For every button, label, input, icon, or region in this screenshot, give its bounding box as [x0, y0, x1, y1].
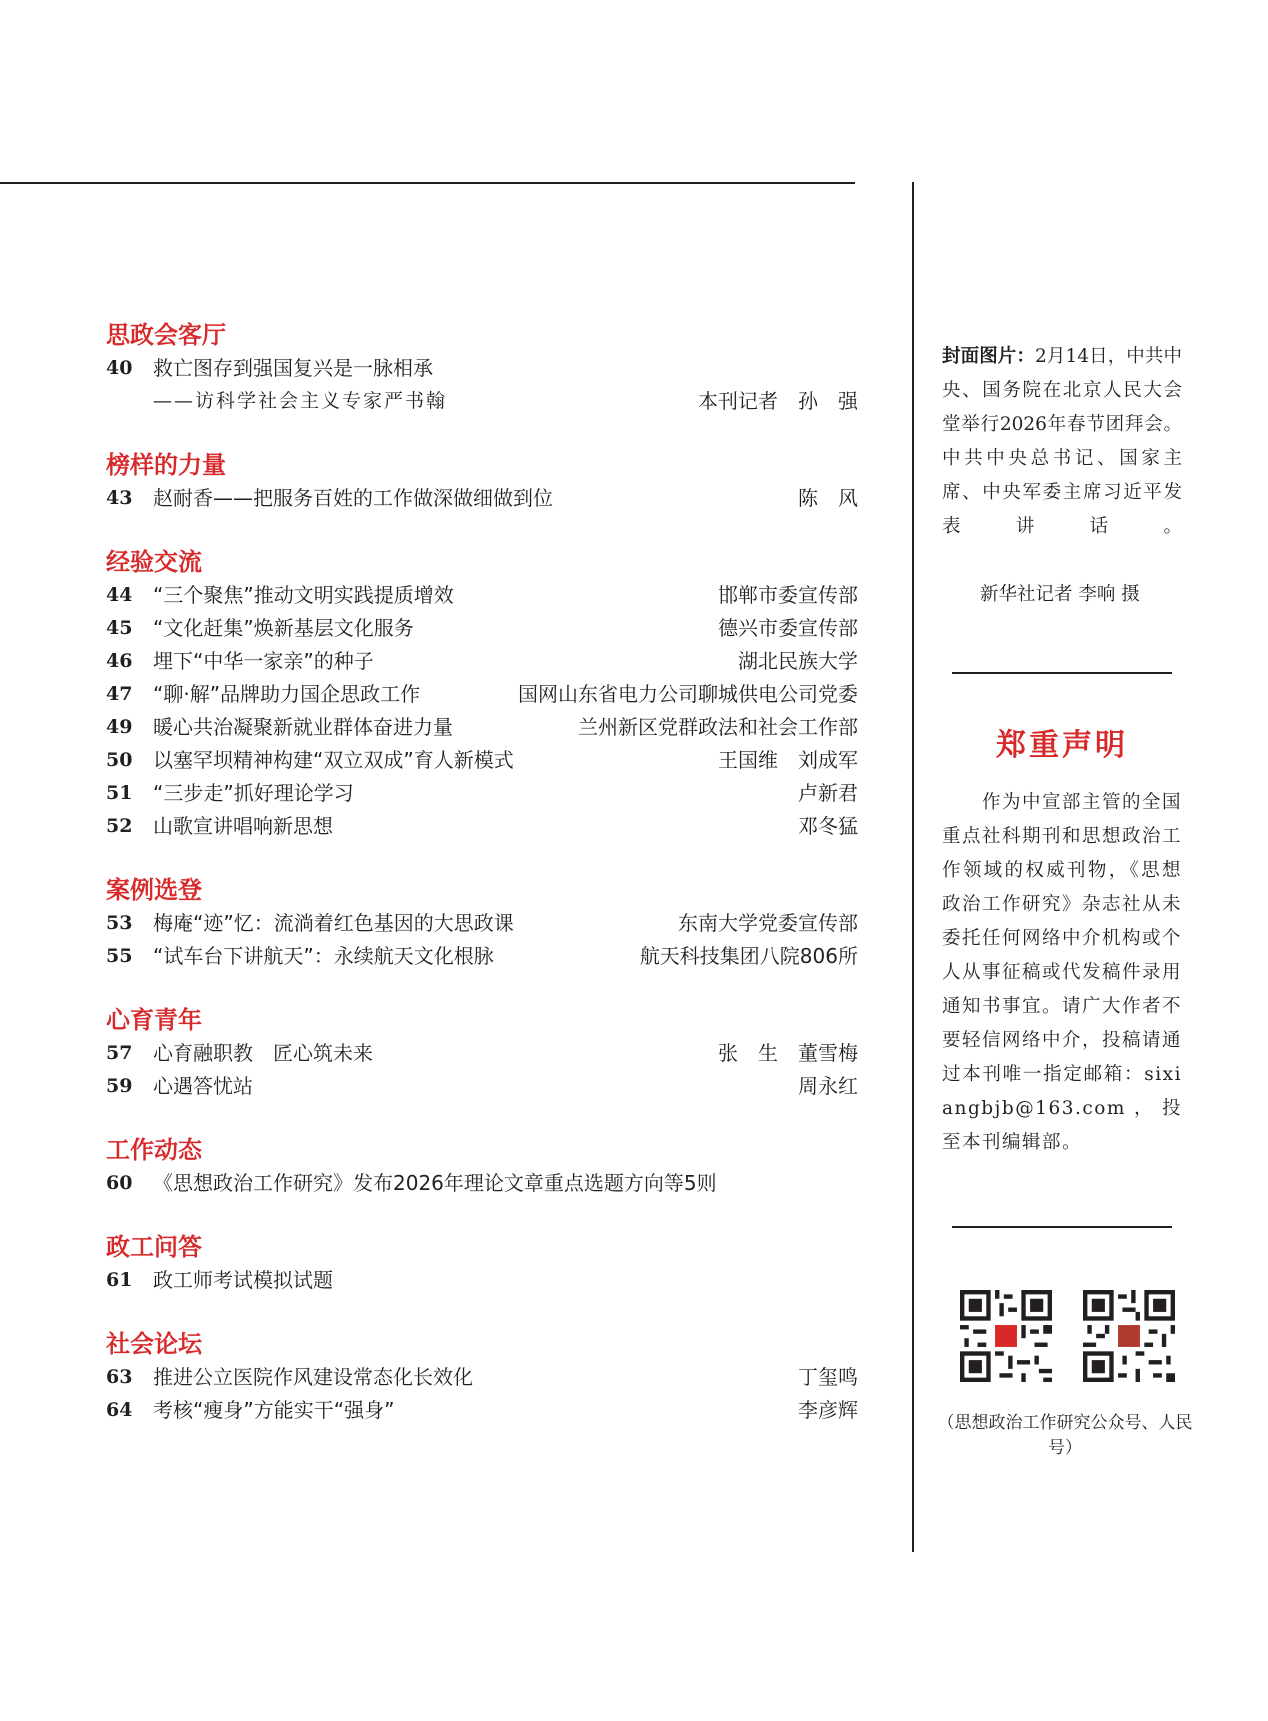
- cover-caption: [942, 340, 1182, 544]
- section-title: 政工问答: [106, 1233, 202, 1261]
- entry-author: 邓冬猛: [798, 814, 858, 838]
- toc-entry[interactable]: [106, 482, 858, 515]
- toc-entry[interactable]: [106, 1361, 858, 1394]
- entry-author: 卢新君: [798, 781, 858, 805]
- qr-code-renminhao[interactable]: [1083, 1290, 1175, 1382]
- entry-title: 以塞罕坝精神构建“双立双成”育人新模式: [153, 748, 514, 772]
- toc-entry[interactable]: [106, 385, 858, 418]
- toc-entry[interactable]: [106, 352, 858, 385]
- entry-title: 心育融职教 匠心筑未来: [153, 1041, 373, 1065]
- page-number: 46: [106, 650, 133, 672]
- cover-caption-label: 封面图片：: [942, 346, 1035, 367]
- notice-bottom-rule: [952, 1226, 1172, 1228]
- section-title: 案例选登: [106, 876, 202, 904]
- page-number: 55: [106, 945, 133, 967]
- entry-title: 心遇答忧站: [153, 1074, 253, 1098]
- entry-title: “试车台下讲航天”：永续航天文化根脉: [153, 944, 494, 968]
- column-divider: [912, 182, 914, 1552]
- section-title: 榜样的力量: [106, 451, 226, 479]
- cover-caption-text: 2月14日，中共中央、国务院在北京人民大会堂举行2026年春节团拜会。中共中央总书记、国家主席、中央军委主席习近平发表讲话。: [942, 346, 1182, 537]
- entry-author: 航天科技集团八院806所: [639, 944, 858, 968]
- page-number: 60: [106, 1172, 133, 1194]
- page-number: 50: [106, 749, 133, 771]
- toc-section: [106, 318, 858, 418]
- page-number: 45: [106, 617, 133, 639]
- entry-title: 暖心共治凝聚新就业群体奋进力量: [153, 715, 453, 739]
- entry-author: 周永红: [798, 1074, 858, 1098]
- entry-title: 山歌宣讲唱响新思想: [153, 814, 333, 838]
- entry-author: 邯郸市委宣传部: [718, 583, 858, 607]
- entry-author: 张 生 董雪梅: [718, 1041, 858, 1065]
- toc-entry[interactable]: [106, 612, 858, 645]
- entry-title: “文化赶集”焕新基层文化服务: [153, 616, 414, 640]
- entry-title: “聊·解”品牌助力国企思政工作: [153, 682, 421, 706]
- notice-title: 郑重声明: [996, 728, 1128, 763]
- toc-entry[interactable]: [106, 1070, 858, 1103]
- entry-title: 梅庵“迹”忆：流淌着红色基因的大思政课: [153, 911, 514, 935]
- toc-entry[interactable]: [106, 777, 858, 810]
- notice-body: 作为中宣部主管的全国重点社科期刊和思想政治工作领域的权威刊物，《思想政治工作研究》杂志社从未委托任何网络中介机构或个人从事征稿或代发稿件录用通知书事宜。请广大作者不要轻信网络中介，投稿请通过本刊唯一指定邮箱：sixiangbjb@163.com，投至本刊编辑部。: [942, 792, 1183, 1153]
- toc-entry[interactable]: [106, 1264, 858, 1297]
- entry-author: 德兴市委宣传部: [718, 616, 858, 640]
- entry-title: “三个聚焦”推动文明实践提质增效: [153, 583, 454, 607]
- entry-subtitle: ——访科学社会主义专家严书翰: [153, 390, 448, 412]
- section-title: 经验交流: [106, 548, 202, 576]
- page-number: 61: [106, 1269, 133, 1291]
- entry-title: 《思想政治工作研究》发布2026年理论文章重点选题方向等5则: [153, 1171, 717, 1195]
- page-number: 59: [106, 1075, 133, 1097]
- toc-section: [106, 448, 858, 515]
- entry-title: 埋下“中华一家亲”的种子: [153, 649, 374, 673]
- entry-author: 湖北民族大学: [738, 649, 858, 673]
- toc-entry[interactable]: [106, 940, 858, 973]
- toc-entry[interactable]: [106, 711, 858, 744]
- qr-caption: （思想政治工作研究公众号、人民号）: [937, 1413, 1193, 1458]
- toc-section: [106, 873, 858, 973]
- page-number: 49: [106, 716, 133, 738]
- page-number: 44: [106, 584, 133, 606]
- table-of-contents: [106, 318, 858, 1457]
- toc-entry[interactable]: [106, 1394, 858, 1427]
- toc-entry[interactable]: [106, 645, 858, 678]
- section-title: 社会论坛: [106, 1330, 202, 1358]
- page-number: 53: [106, 912, 133, 934]
- toc-entry[interactable]: [106, 579, 858, 612]
- entry-title: 考核“瘦身”方能实干“强身”: [153, 1398, 395, 1422]
- page-number: 40: [106, 357, 133, 379]
- toc-entry[interactable]: [106, 1167, 858, 1200]
- notice-top-rule: [952, 672, 1172, 674]
- section-title: 心育青年: [106, 1006, 202, 1034]
- entry-author: 东南大学党委宣传部: [678, 911, 858, 935]
- section-title: 思政会客厅: [106, 321, 226, 349]
- toc-entry[interactable]: [106, 810, 858, 843]
- page-number: 57: [106, 1042, 133, 1064]
- top-rule: [0, 182, 855, 184]
- entry-title: 赵耐香——把服务百姓的工作做深做细做到位: [153, 486, 553, 510]
- section-title: 工作动态: [106, 1136, 202, 1164]
- page-number: 52: [106, 815, 133, 837]
- entry-author: 丁玺鸣: [798, 1365, 858, 1389]
- entry-author: 陈 风: [798, 486, 858, 510]
- entry-title: “三步走”抓好理论学习: [153, 781, 354, 805]
- toc-section: [106, 1230, 858, 1297]
- page-number: 47: [106, 683, 133, 705]
- toc-section: [106, 1327, 858, 1427]
- entry-title: 政工师考试模拟试题: [153, 1268, 333, 1292]
- entry-author: 本刊记者 孙 强: [698, 389, 858, 413]
- toc-entry[interactable]: [106, 744, 858, 777]
- entry-title: 救亡图存到强国复兴是一脉相承: [153, 356, 433, 380]
- toc-section: [106, 1003, 858, 1103]
- entry-author: 王国维 刘成军: [718, 748, 858, 772]
- page-number: 43: [106, 487, 133, 509]
- page-number: 64: [106, 1399, 133, 1421]
- entry-author: 国网山东省电力公司聊城供电公司党委: [518, 682, 858, 706]
- toc-section: [106, 545, 858, 843]
- toc-entry[interactable]: [106, 678, 858, 711]
- page-number: 63: [106, 1366, 133, 1388]
- entry-author: 兰州新区党群政法和社会工作部: [578, 715, 858, 739]
- cover-credit: 新华社记者 李响 摄: [980, 584, 1140, 605]
- qr-code-wechat[interactable]: [960, 1290, 1052, 1382]
- toc-entry[interactable]: [106, 1037, 858, 1070]
- entry-author: 李彦辉: [798, 1398, 858, 1422]
- entry-title: 推进公立医院作风建设常态化长效化: [153, 1365, 473, 1389]
- toc-entry[interactable]: [106, 907, 858, 940]
- page-number: 51: [106, 782, 133, 804]
- toc-section: [106, 1133, 858, 1200]
